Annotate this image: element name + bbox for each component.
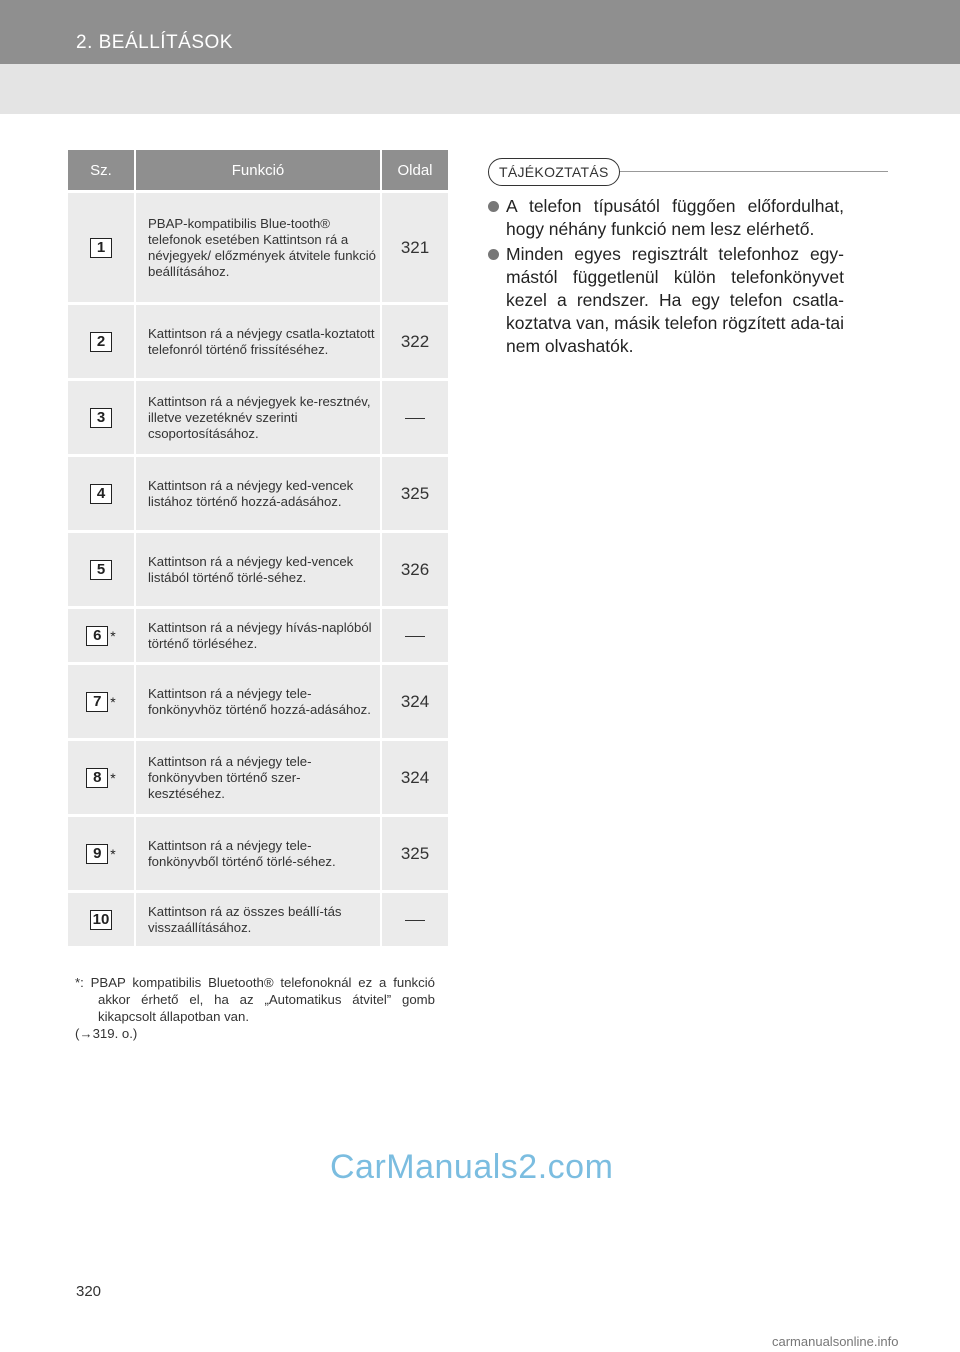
column-header-number: Sz. <box>68 150 136 190</box>
info-bullets <box>488 195 844 360</box>
row-number-cell <box>68 606 136 662</box>
item-number-badge: 2 <box>90 332 112 352</box>
function-description: Kattintson rá az összes beállí-tás visszaállításához. <box>136 890 382 946</box>
function-description: Kattintson rá a névjegy tele-fonkönyvből történő törlé-séhez. <box>136 814 382 890</box>
row-number-cell <box>68 890 136 946</box>
function-description: Kattintson rá a névjegy ked-vencek listához történő hozzá-adásához. <box>136 454 382 530</box>
no-page-dash <box>405 920 425 921</box>
footnote-asterisk: * <box>110 693 116 710</box>
table-row <box>68 530 448 606</box>
row-number-cell <box>68 378 136 454</box>
table-row <box>68 302 448 378</box>
page-reference: 322 <box>382 302 448 378</box>
page-reference: 325 <box>382 454 448 530</box>
footer-watermark: carmanualsonline.info <box>772 1334 899 1349</box>
row-number-cell <box>68 454 136 530</box>
item-number-badge: 6 <box>86 626 108 646</box>
info-bullet <box>488 243 844 358</box>
page-reference <box>382 378 448 454</box>
page-reference: 324 <box>382 738 448 814</box>
header-band <box>0 64 960 114</box>
footnote-asterisk: * <box>110 845 116 862</box>
page-number: 320 <box>76 1283 102 1300</box>
table-row <box>68 662 448 738</box>
table-row <box>68 454 448 530</box>
row-number-cell <box>68 738 136 814</box>
bullet-dot-icon <box>488 249 499 260</box>
function-description: Kattintson rá a névjegyek ke-resztnév, illetve vezetéknév szerinti csoportosításához. <box>136 378 382 454</box>
footnote-reference: (→319. o.) <box>75 1026 138 1041</box>
item-number-badge: 5 <box>90 560 112 580</box>
item-number-badge: 8 <box>86 768 108 788</box>
footnote-text: *: PBAP kompatibilis Bluetooth® telefonoknál ez a funkció akkor érhető el, ha az „Automatikus átvitel” gomb kikapcsolt állapotban van. <box>75 975 435 1024</box>
page-reference: 324 <box>382 662 448 738</box>
table-row <box>68 814 448 890</box>
function-description: Kattintson rá a névjegy tele-fonkönyvhöz történő hozzá-adásához. <box>136 662 382 738</box>
header-bar <box>0 0 960 64</box>
footnote-asterisk: * <box>110 769 116 786</box>
bullet-dot-icon <box>488 201 499 212</box>
item-number-badge: 1 <box>90 238 112 258</box>
info-bullet-text: A telefon típusától függően előfordulhat, hogy néhány funkció nem lesz elérhető. <box>506 196 844 239</box>
item-number-badge: 3 <box>90 408 112 428</box>
page-reference: 326 <box>382 530 448 606</box>
table-row <box>68 378 448 454</box>
row-number-cell <box>68 190 136 302</box>
watermark-logo: CarManuals2.com <box>330 1148 614 1186</box>
footnote-asterisk: * <box>110 627 116 644</box>
item-number-badge: 10 <box>90 910 112 930</box>
function-description: Kattintson rá a névjegy ked-vencek listából történő törlé-séhez. <box>136 530 382 606</box>
info-bullet-text: Minden egyes regisztrált telefonhoz egy-mástól függetlenül külön telefonkönyvet kezel a rendszer. Ha egy telefon csatla-koztatva van, másik telefon rögzített ada-tai nem olvashatók. <box>506 244 844 356</box>
table-header-row <box>68 150 448 190</box>
page-reference: 325 <box>382 814 448 890</box>
function-description: Kattintson rá a névjegy hívás-naplóból történő törléséhez. <box>136 606 382 662</box>
table-row <box>68 890 448 946</box>
page-reference <box>382 890 448 946</box>
no-page-dash <box>405 636 425 637</box>
table-row <box>68 190 448 302</box>
function-table <box>68 150 448 946</box>
row-number-cell <box>68 662 136 738</box>
item-number-badge: 9 <box>86 844 108 864</box>
page-reference <box>382 606 448 662</box>
function-description: Kattintson rá a névjegy tele-fonkönyvben történő szer-kesztéséhez. <box>136 738 382 814</box>
column-header-page: Oldal <box>382 150 448 190</box>
item-number-badge: 4 <box>90 484 112 504</box>
page-reference: 321 <box>382 190 448 302</box>
footnote <box>75 974 435 1042</box>
chapter-title: 2. BEÁLLÍTÁSOK <box>76 32 233 53</box>
function-description: PBAP-kompatibilis Blue-tooth® telefonok esetében Kattintson rá a névjegyek/ előzmények átvitele funkció beállításához. <box>136 190 382 302</box>
function-description: Kattintson rá a névjegy csatla-koztatott telefonról történő frissítéséhez. <box>136 302 382 378</box>
info-heading-label: TÁJÉKOZTATÁS <box>488 158 620 186</box>
no-page-dash <box>405 418 425 419</box>
row-number-cell <box>68 530 136 606</box>
table-row <box>68 606 448 662</box>
item-number-badge: 7 <box>86 692 108 712</box>
row-number-cell <box>68 302 136 378</box>
info-bullet <box>488 195 844 241</box>
row-number-cell <box>68 814 136 890</box>
table-row <box>68 738 448 814</box>
column-header-function: Funkció <box>136 150 382 190</box>
